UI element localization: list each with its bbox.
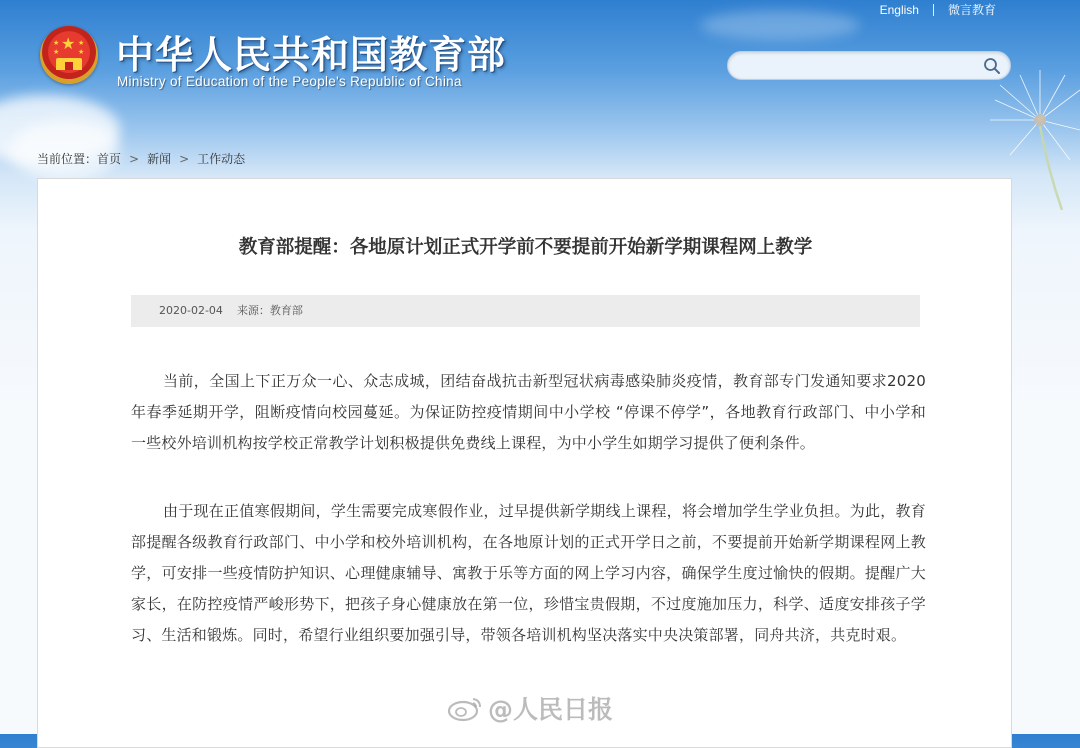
breadcrumb-prefix: 当前位置： (37, 152, 98, 166)
weibo-link[interactable]: 微言教育 (947, 3, 996, 17)
search-input[interactable] (740, 57, 984, 77)
breadcrumb-item-home[interactable]: 首页 (97, 152, 122, 166)
english-link[interactable]: English (879, 3, 919, 17)
site-subtitle: Ministry of Education of the People's Republic of China (117, 74, 462, 89)
cloud-decoration (700, 10, 860, 40)
breadcrumb-item-work-news[interactable]: 工作动态 (197, 152, 246, 166)
article-paragraph: 由于现在正值寒假期间，学生需要完成寒假作业，过早提供新学期线上课程，将会增加学生学业负担。为此，教育部提醒各级教育行政部门、中小学和校外培训机构，在各地原计划的正式开学日之前，不要提前开始新学期课程网上教学，可安排一些疫情防护知识、心理健康辅导、寓教于乐等方面的网上学习内容，确保学生度过愉快的假期。提醒广大家长，在防控疫情严峻形势下，把孩子身心健康放在第一位，珍惜宝贵假期，不过度施加压力，科学、适度安排孩子学习、生活和锻炼。同时，希望行业组织要加强引导，带领各培训机构坚决落实中央决策部署，同舟共济，共克时艰。 (131, 502, 926, 644)
breadcrumb (37, 150, 245, 167)
article-title: 教育部提醒：各地原计划正式开学前不要提前开始新学期课程网上教学 (238, 237, 813, 258)
top-links (880, 1, 996, 18)
article-card (37, 178, 1012, 748)
site-title[interactable]: 中华人民共和国教育部 (116, 33, 507, 77)
link-divider (933, 4, 934, 16)
article-body (131, 366, 926, 688)
article-date: 2020-02-04 (159, 304, 223, 317)
watermark-text: @人民日报 (488, 695, 614, 724)
breadcrumb-item-news[interactable]: 新闻 (147, 152, 172, 166)
chevron-right-icon: > (129, 152, 140, 166)
article-paragraph: 当前，全国上下正万众一心、众志成城，团结奋战抗击新型冠状病毒感染肺炎疫情，教育部专门发通知要求2020年春季延期开学，阻断疫情向校园蔓延。为保证防控疫情期间中小学校 “停课不停学”，各地教育行政部门、中小学和一些校外培训机构按学校正常教学计划积极提供免费线上课程，为中小学生如期学习提供了便利条件。 (131, 372, 926, 452)
chevron-right-icon: > (179, 152, 190, 166)
article-source: 来源：教育部 (236, 304, 303, 317)
search-box[interactable] (727, 51, 1011, 80)
weibo-logo-icon (446, 694, 484, 722)
national-emblem-icon[interactable]: ★ ★ ★ ★ ★ (40, 26, 98, 84)
article-meta (131, 295, 920, 327)
